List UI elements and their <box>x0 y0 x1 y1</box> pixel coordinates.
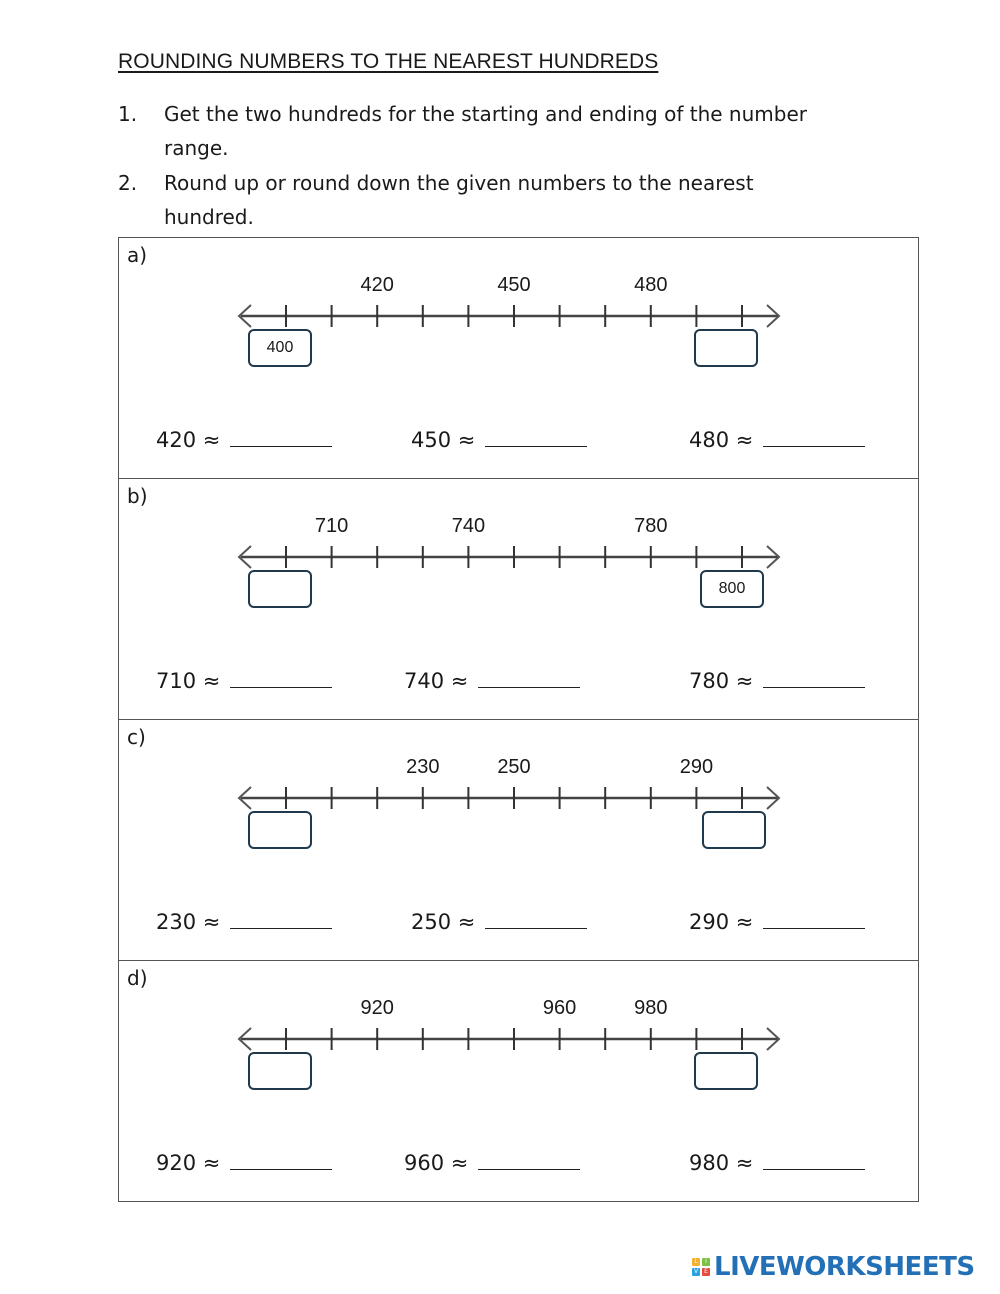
number-line-label: 780 <box>634 515 668 537</box>
question-prompt: 920 ≈ <box>156 1151 221 1175</box>
rounding-question <box>689 910 865 934</box>
section-label: a) <box>127 243 148 267</box>
end-hundred-box[interactable] <box>694 329 758 367</box>
number-line-label: 740 <box>451 515 486 537</box>
instruction-number: 2. <box>118 171 138 195</box>
number-line-label: 980 <box>634 997 668 1019</box>
question-prompt: 740 ≈ <box>404 669 469 693</box>
answer-blank[interactable] <box>230 669 332 688</box>
rounding-question <box>156 910 332 934</box>
number-line-label: 250 <box>497 756 531 778</box>
start-hundred-box[interactable]: 400 <box>248 329 312 367</box>
rounding-question <box>404 1151 580 1175</box>
answer-blank[interactable] <box>230 1151 332 1170</box>
exercise-section <box>119 960 918 1201</box>
instruction-line: Round up or round down the given numbers to the nearest <box>164 171 754 195</box>
exercise-grid <box>118 237 919 1202</box>
end-hundred-box[interactable] <box>702 811 766 849</box>
instruction-number: 1. <box>118 102 138 126</box>
instruction-line: Get the two hundreds for the starting and ending of the number <box>164 102 807 126</box>
question-prompt: 960 ≈ <box>404 1151 469 1175</box>
instruction-text <box>164 97 904 165</box>
rounding-question <box>156 1151 332 1175</box>
answer-blank[interactable] <box>763 910 865 929</box>
exercise-section <box>119 478 918 719</box>
number-line-label: 290 <box>679 756 714 778</box>
number-line-label: 230 <box>406 756 440 778</box>
number-line-label: 920 <box>360 997 394 1019</box>
question-prompt: 420 ≈ <box>156 428 221 452</box>
rounding-question <box>411 428 587 452</box>
question-prompt: 710 ≈ <box>156 669 221 693</box>
start-hundred-box[interactable] <box>248 811 312 849</box>
question-prompt: 450 ≈ <box>411 428 476 452</box>
logo-text: LIVEWORKSHEETS <box>714 1252 975 1282</box>
rounding-question <box>404 669 580 693</box>
rounding-question <box>156 428 332 452</box>
rounding-question <box>689 669 865 693</box>
number-line-label: 710 <box>314 515 349 537</box>
question-prompt: 250 ≈ <box>411 910 476 934</box>
section-label: d) <box>127 966 148 990</box>
worksheet-title: ROUNDING NUMBERS TO THE NEAREST HUNDREDS <box>118 50 659 73</box>
logo-mark-tile: L <box>692 1258 700 1266</box>
rounding-question <box>411 910 587 934</box>
logo-mark-tile: V <box>693 1268 699 1275</box>
question-prompt: 290 ≈ <box>689 910 754 934</box>
exercise-section <box>119 719 918 960</box>
question-prompt: 980 ≈ <box>689 1151 754 1175</box>
logo-mark-tile: E <box>702 1268 710 1276</box>
question-prompt: 230 ≈ <box>156 910 221 934</box>
answer-blank[interactable] <box>763 1151 865 1170</box>
answer-blank[interactable] <box>230 910 332 929</box>
rounding-question <box>689 1151 865 1175</box>
answer-blank[interactable] <box>485 428 587 447</box>
answer-blank[interactable] <box>763 428 865 447</box>
logo-icon <box>692 1258 710 1276</box>
answer-blank[interactable] <box>763 669 865 688</box>
number-line-label: 450 <box>497 274 531 296</box>
instruction-line: hundred. <box>164 205 254 229</box>
instruction-text <box>164 166 904 234</box>
answer-blank[interactable] <box>485 910 587 929</box>
answer-blank[interactable] <box>478 669 580 688</box>
question-prompt: 480 ≈ <box>689 428 754 452</box>
number-line-label: 960 <box>542 997 577 1019</box>
section-label: c) <box>127 725 146 749</box>
exercise-section <box>119 238 918 478</box>
question-prompt: 780 ≈ <box>689 669 754 693</box>
end-hundred-box[interactable]: 800 <box>700 570 764 608</box>
section-label: b) <box>127 484 148 508</box>
start-hundred-box[interactable] <box>248 1052 312 1090</box>
end-hundred-box[interactable] <box>694 1052 758 1090</box>
logo-mark-tile: I <box>702 1258 710 1266</box>
rounding-question <box>156 669 332 693</box>
number-line-label: 480 <box>634 274 668 296</box>
liveworksheets-logo <box>692 1252 975 1282</box>
rounding-question <box>689 428 865 452</box>
number-line-label: 420 <box>360 274 394 296</box>
instruction-line: range. <box>164 136 229 160</box>
answer-blank[interactable] <box>230 428 332 447</box>
answer-blank[interactable] <box>478 1151 580 1170</box>
start-hundred-box[interactable] <box>248 570 312 608</box>
